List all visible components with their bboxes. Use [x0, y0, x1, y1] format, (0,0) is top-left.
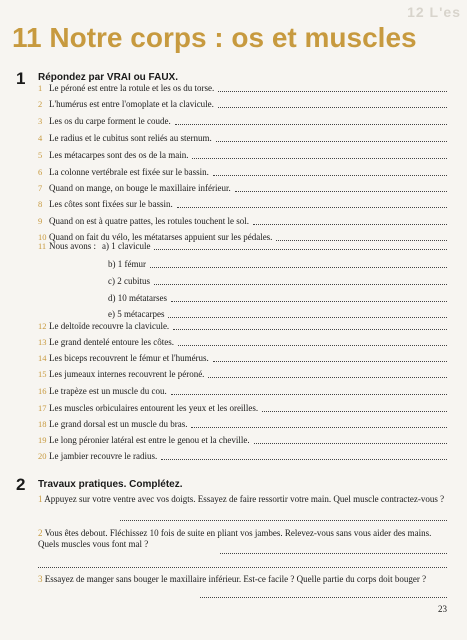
statement-text: L'humérus est entre l'omoplate et la clavicule.	[49, 99, 214, 109]
item-option: c) 2 cubitus	[108, 276, 150, 286]
answer-line[interactable]	[175, 123, 447, 125]
item-number: 3	[38, 116, 43, 126]
answer-line[interactable]	[161, 458, 447, 460]
item-number: 18	[38, 419, 47, 429]
exercise-3	[38, 574, 447, 585]
answer-line[interactable]	[38, 566, 447, 568]
answer-line[interactable]	[213, 360, 447, 362]
statement-row	[38, 167, 447, 178]
statement-text: Les biceps recouvrent le fémur et l'humérus.	[49, 353, 209, 363]
answer-line[interactable]	[120, 519, 447, 521]
exercise-text: Appuyez sur votre ventre avec vos doigts. Essayez de faire ressortir votre main. Quel muscle contractez-vous ?	[44, 494, 445, 504]
answer-line[interactable]	[192, 157, 447, 159]
answer-line[interactable]	[150, 266, 447, 268]
item-number: 2	[38, 99, 43, 109]
statement-row	[38, 337, 447, 348]
statement-text: Les métacarpes sont des os de la main.	[49, 150, 189, 160]
item-option: b) 1 fémur	[108, 259, 146, 269]
item-number: 16	[38, 386, 47, 396]
item-number: 13	[38, 337, 47, 347]
statement-text: Le jambier recouvre le radius.	[49, 451, 158, 461]
exercise-1	[38, 494, 447, 505]
statement-text: Les muscles orbiculaires entourent les yeux et les oreilles.	[49, 403, 259, 413]
statement-row	[38, 150, 447, 161]
statement-row	[38, 99, 447, 110]
statement-text: Les jumeaux internes recouvrent le péroné.	[49, 369, 205, 379]
item-number: 11	[38, 241, 47, 251]
answer-line[interactable]	[220, 552, 447, 554]
answer-line[interactable]	[173, 328, 447, 330]
statement-row	[38, 199, 447, 210]
statement-row	[38, 419, 447, 430]
item-number: 4	[38, 133, 43, 143]
statement-text: Le grand dentelé entoure les côtes.	[49, 337, 174, 347]
exercise-number: 2	[38, 528, 43, 538]
answer-line[interactable]	[178, 344, 447, 346]
item-number: 15	[38, 369, 47, 379]
answer-line[interactable]	[218, 90, 447, 92]
item-option: a) 1 clavicule	[102, 241, 151, 251]
item-number: 12	[38, 321, 47, 331]
item-option: e) 5 métacarpes	[108, 309, 165, 319]
statement-text: Le péroné est entre la rotule et les os du torse.	[49, 83, 215, 93]
statement-text: Quand on est à quatre pattes, les rotules touchent le sol.	[49, 216, 249, 226]
item-number: 8	[38, 199, 43, 209]
page-number: 23	[438, 604, 447, 614]
answer-line[interactable]	[191, 426, 447, 428]
exercise-text: Essayez de manger sans bouger le maxillaire inférieur. Est-ce facile ? Quelle partie du corps doit bouger ?	[44, 574, 427, 584]
answer-line[interactable]	[253, 223, 447, 225]
answer-line[interactable]	[208, 376, 447, 378]
statement-row	[38, 451, 447, 462]
item-11-option-e	[108, 309, 447, 320]
item-number: 1	[38, 83, 43, 93]
statement-text: Les côtes sont fixées sur le bassin.	[49, 199, 173, 209]
answer-line[interactable]	[168, 316, 447, 318]
answer-line[interactable]	[213, 174, 447, 176]
statement-text: Le radius et le cubitus sont reliés au sternum.	[49, 133, 212, 143]
statement-row	[38, 183, 447, 194]
statement-row	[38, 353, 447, 364]
item-number: 10	[38, 232, 47, 242]
statement-row	[38, 83, 447, 94]
answer-line[interactable]	[154, 283, 447, 285]
statement-text: Le long péronier latéral est entre le genou et la cheville.	[49, 435, 250, 445]
statement-row	[38, 386, 447, 397]
statement-row	[38, 435, 447, 446]
item-option: d) 10 métatarses	[108, 293, 167, 303]
statement-text: Le trapèze est un muscle du cou.	[49, 386, 167, 396]
item-11-option-b	[108, 259, 447, 270]
section-1-instruction: Répondez par VRAI ou FAUX.	[38, 72, 179, 83]
item-11-option-d	[108, 293, 447, 304]
item-prefix: Nous avons :	[49, 241, 96, 251]
statement-text: Les os du carpe forment le coude.	[49, 116, 171, 126]
item-number: 14	[38, 353, 47, 363]
statement-text: Le deltoïde recouvre la clavicule.	[49, 321, 170, 331]
statement-row	[38, 133, 447, 144]
section-2-number: 2	[16, 475, 26, 494]
answer-line[interactable]	[177, 206, 447, 208]
section-1-number: 1	[16, 69, 26, 88]
item-number: 5	[38, 150, 43, 160]
answer-line[interactable]	[216, 140, 447, 142]
answer-line[interactable]	[262, 410, 447, 412]
answer-line[interactable]	[218, 106, 447, 108]
statement-text: Quand on mange, on bouge le maxillaire inférieur.	[49, 183, 231, 193]
answer-line[interactable]	[171, 300, 447, 302]
exercise-text: Vous êtes debout. Fléchissez 10 fois de suite en pliant vos jambes. Relevez-vous sans vous aider des mains. Quels muscles vous font mal ?	[38, 528, 432, 549]
answer-line[interactable]	[254, 442, 447, 444]
answer-line[interactable]	[235, 190, 447, 192]
item-11-row	[38, 241, 447, 252]
exercise-number: 3	[38, 574, 43, 584]
answer-line[interactable]	[200, 596, 447, 598]
item-number: 17	[38, 403, 47, 413]
item-number: 20	[38, 451, 47, 461]
statement-row	[38, 116, 447, 127]
statement-row	[38, 403, 447, 414]
statement-row	[38, 216, 447, 227]
item-number: 7	[38, 183, 43, 193]
section-2-instruction: Travaux pratiques. Complétez.	[38, 479, 183, 490]
exercise-number: 1	[38, 494, 43, 504]
item-number: 19	[38, 435, 47, 445]
page-title: 11 Notre corps : os et muscles	[12, 22, 417, 53]
bleed-through-header: 12 L'es	[407, 4, 461, 20]
statement-row	[38, 321, 447, 332]
exercise-2	[38, 528, 447, 550]
statement-text: Quand on fait du vélo, les métatarses appuient sur les pédales.	[49, 232, 273, 242]
item-number: 6	[38, 167, 43, 177]
answer-line[interactable]	[171, 393, 447, 395]
item-number: 9	[38, 216, 43, 226]
statement-text: La colonne vertébrale est fixée sur le bassin.	[49, 167, 209, 177]
statement-row	[38, 369, 447, 380]
answer-line[interactable]	[154, 248, 447, 250]
item-11-option-c	[108, 276, 447, 287]
statement-text: Le grand dorsal est un muscle du bras.	[49, 419, 188, 429]
